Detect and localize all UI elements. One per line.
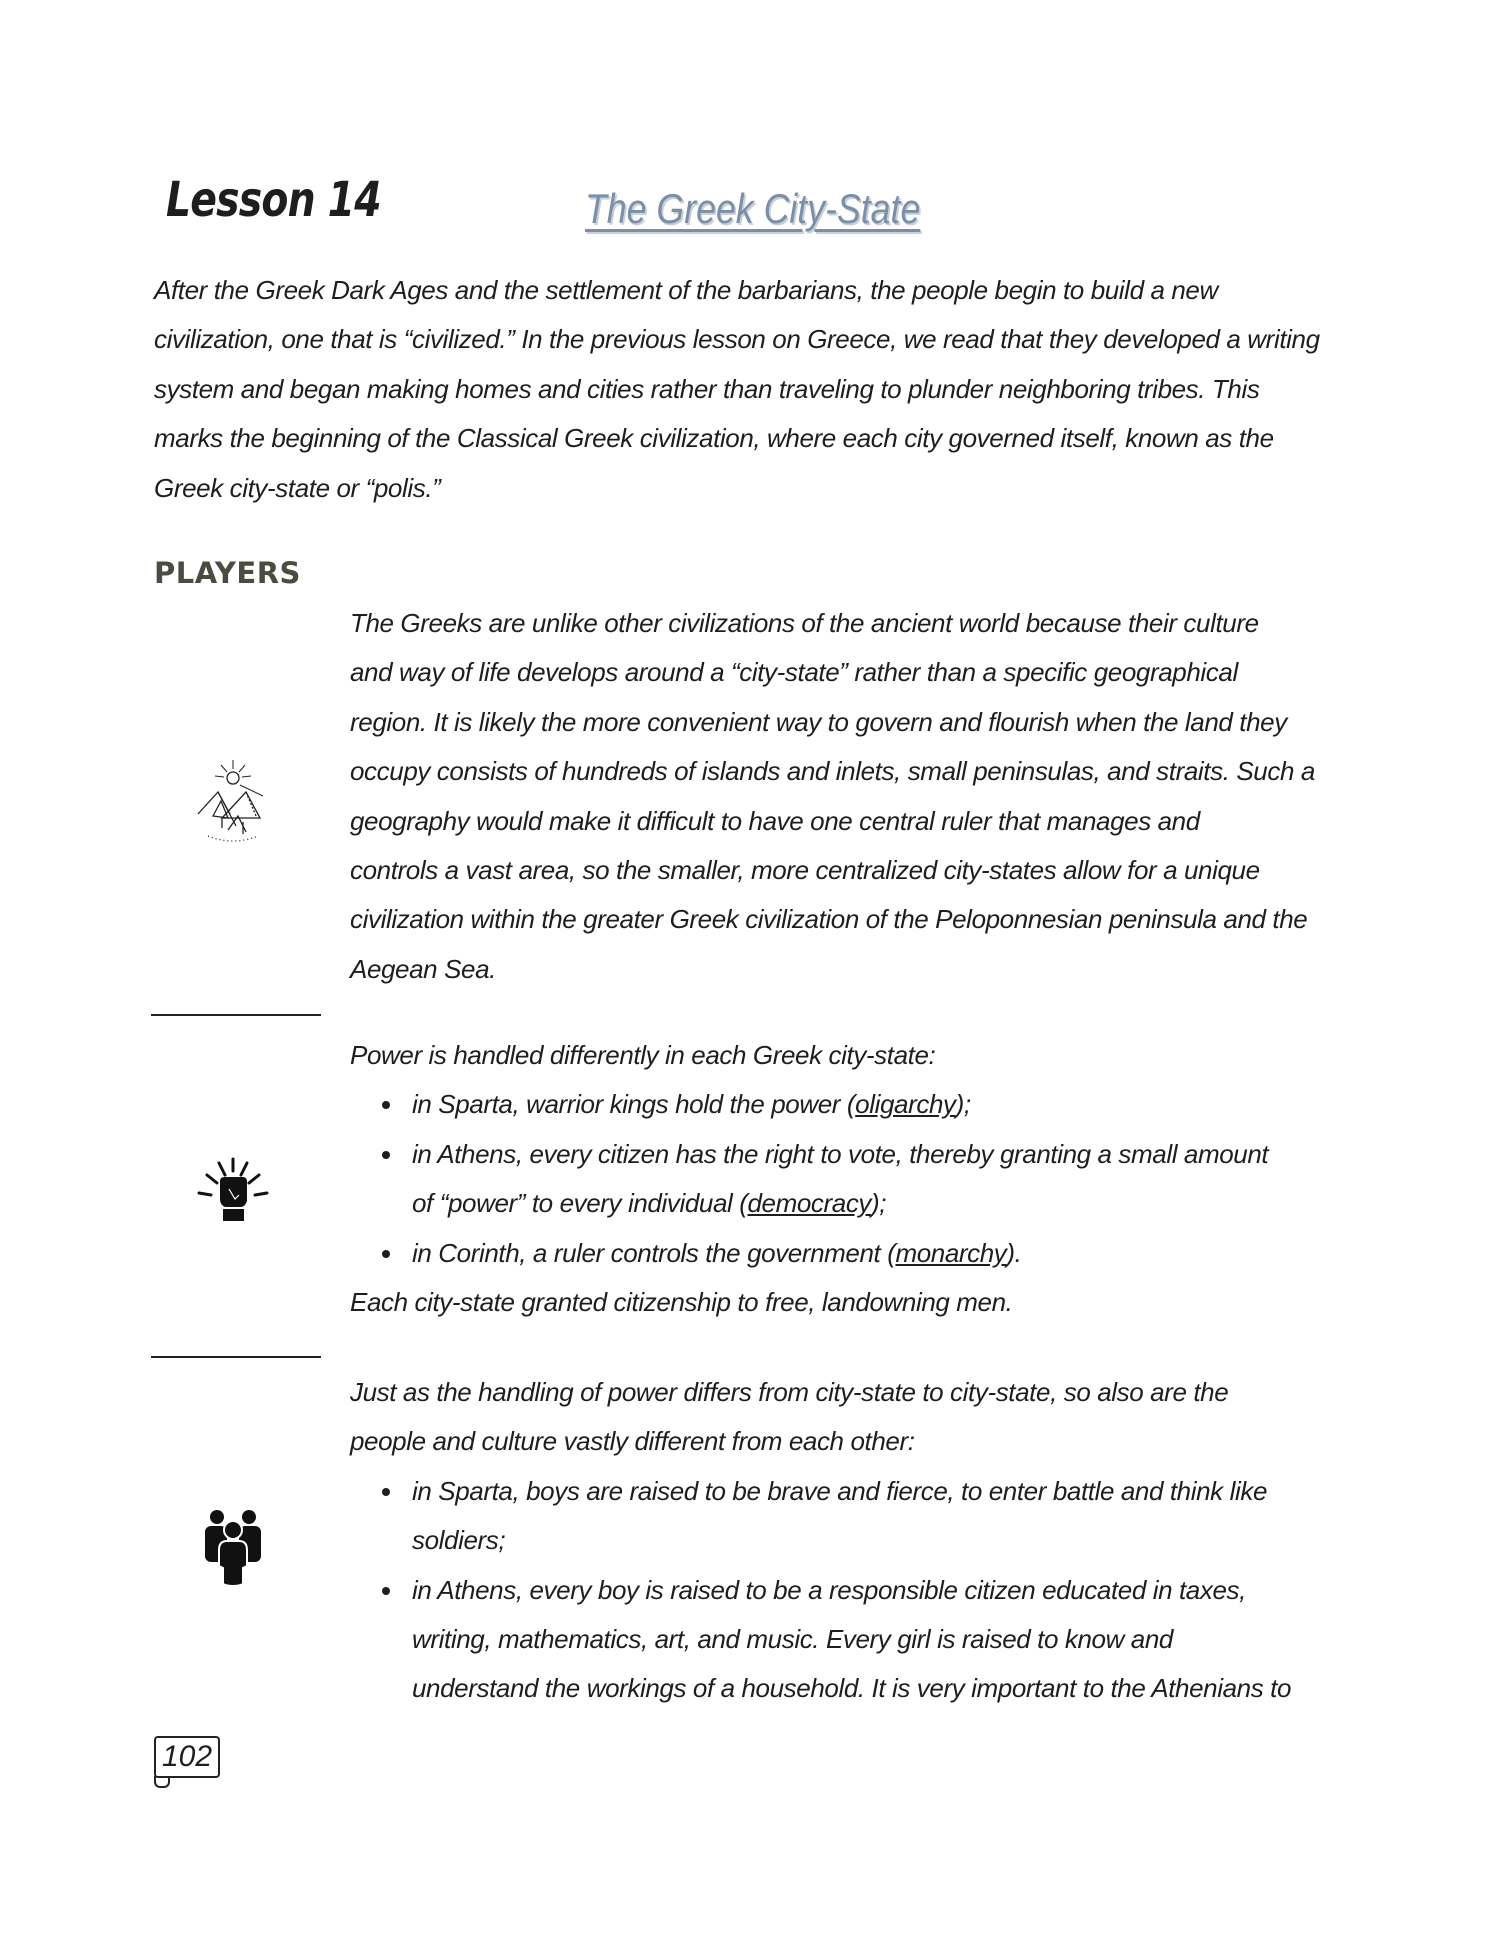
page-scroll-curl xyxy=(154,1776,170,1788)
list-item-continuation: understand the workings of a household. It is very important to the Athenians to xyxy=(412,1673,1292,1704)
page-number: 102 xyxy=(154,1736,220,1778)
text-line: Aegean Sea. xyxy=(350,953,496,984)
lesson-number: Lesson 14 xyxy=(166,172,381,228)
text-line: controls a vast area, so the smaller, more centralized city-states allow for a unique xyxy=(350,854,1260,885)
list-item-continuation: writing, mathematics, art, and music. Every girl is raised to know and xyxy=(412,1623,1173,1654)
geography-paragraph xyxy=(350,599,1315,994)
text-line: The Greeks are unlike other civilizations of the ancient world because their culture xyxy=(350,608,1259,638)
mountain-sun-icon xyxy=(188,756,278,846)
text-line: system and began making homes and cities rather than traveling to plunder neighboring tribes. This xyxy=(154,373,1260,404)
bullet xyxy=(382,1151,390,1159)
text: ); xyxy=(955,1089,971,1120)
bullet xyxy=(382,1250,390,1258)
power-intro: Power is handled differently in each Greek city-state: xyxy=(350,1040,936,1070)
text-line: Just as the handling of power differs from city-state to city-state, so also are the xyxy=(350,1377,1229,1407)
bullet xyxy=(382,1587,390,1595)
list-item xyxy=(350,1130,1268,1179)
section-heading: PLAYERS xyxy=(154,556,301,590)
bullet xyxy=(382,1488,390,1496)
list-item xyxy=(350,1467,1291,1516)
list-item-continuation: soldiers; xyxy=(412,1525,506,1556)
text-line: occupy consists of hundreds of islands and inlets, small peninsulas, and straits. Such a xyxy=(350,756,1315,787)
text-line: and way of life develops around a “city-state” rather than a specific geographical xyxy=(350,657,1238,688)
list-item xyxy=(350,1229,1268,1278)
text: in Corinth, a ruler controls the government ( xyxy=(412,1237,896,1268)
divider xyxy=(151,1356,321,1358)
text-line: marks the beginning of the Classical Greek civilization, where each city governed itself, known as the xyxy=(154,423,1274,454)
text: in Athens, every boy is raised to be a responsible citizen educated in taxes, xyxy=(412,1574,1246,1605)
list-item xyxy=(350,1080,1268,1129)
intro-paragraph xyxy=(154,266,1320,513)
term-democracy: democracy xyxy=(747,1188,872,1219)
text-line: civilization within the greater Greek civilization of the Peloponnesian peninsula and the xyxy=(350,904,1308,935)
text-line: After the Greek Dark Ages and the settlement of the barbarians, the people begin to build a new xyxy=(154,275,1218,305)
divider xyxy=(151,1014,321,1016)
list-item xyxy=(350,1566,1291,1615)
text: in Sparta, boys are raised to be brave and fierce, to enter battle and think like xyxy=(412,1475,1268,1506)
raised-fist-icon xyxy=(183,1155,283,1225)
text: ). xyxy=(1006,1237,1022,1268)
page-title: The Greek City-State xyxy=(585,185,921,232)
text: in Sparta, warrior kings hold the power ( xyxy=(412,1089,856,1120)
text: in Athens, every citizen has the right to vote, thereby granting a small amount xyxy=(412,1138,1269,1169)
people-group-icon xyxy=(203,1508,263,1588)
text-line: Greek city-state or “polis.” xyxy=(154,472,441,503)
bullet xyxy=(382,1101,390,1109)
text-line: civilization, one that is “civilized.” In the previous lesson on Greece, we read that they developed a writing xyxy=(154,324,1320,355)
text: of “power” to every individual ( xyxy=(412,1188,748,1219)
list-item-continuation xyxy=(350,1179,1268,1228)
text-line: region. It is likely the more convenient way to govern and flourish when the land they xyxy=(350,706,1287,737)
text-line: people and culture vastly different from each other: xyxy=(350,1426,915,1457)
power-section xyxy=(350,1031,1268,1327)
text-line: geography would make it difficult to have one central ruler that manages and xyxy=(350,805,1200,836)
people-section xyxy=(350,1368,1291,1714)
term-oligarchy: oligarchy xyxy=(855,1089,956,1120)
term-monarchy: monarchy xyxy=(895,1237,1007,1268)
text: ); xyxy=(871,1188,887,1219)
power-closing: Each city-state granted citizenship to free, landowning men. xyxy=(350,1286,1013,1317)
